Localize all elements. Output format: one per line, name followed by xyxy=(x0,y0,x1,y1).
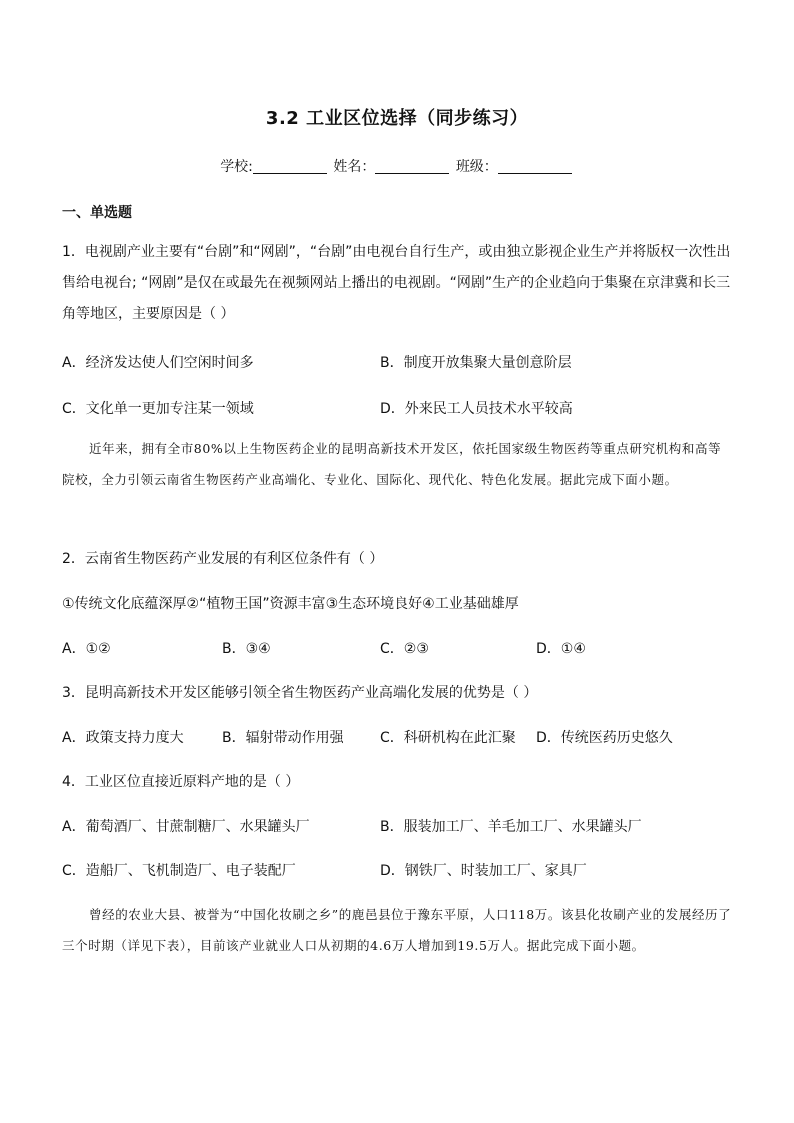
page-title: 3.2 工业区位选择（同步练习） xyxy=(265,108,529,129)
q4-option-a: A．葡萄酒厂、甘蔗制糖厂、水果罐头厂 xyxy=(62,819,310,835)
class-label: 班级： xyxy=(455,159,498,175)
q1-option-b: B．制度开放集聚大量创意阶层 xyxy=(380,355,572,371)
q1-option-d: D．外来民工人员技术水平较高 xyxy=(380,401,573,417)
passage-1: 近年来，拥有全市80%以上生物医药企业的昆明高新技术开发区，依托国家级生物医药等重点研究机构和高等院校，全力引领云南省生物医药产业高端化、专业化、国际化、现代化、特色化发展。据此完成下面小题。 xyxy=(62,441,722,487)
question-2-items: ①传统文化底蕴深厚②“植物王国”资源丰富③生态环境良好④工业基础雄厚 xyxy=(62,596,519,612)
q2-option-a: A．①② xyxy=(62,641,111,657)
q2-option-b: B．③④ xyxy=(222,641,271,657)
question-1-stem: 1．电视剧产业主要有“台剧”和“网剧”，“台剧”由电视台自行生产，或由独立影视企业生产并将版权一次性出售给电视台; “网剧”是仅在或最先在视频网站上播出的电视剧。“网剧”生产的企业趋向于集聚在京津冀和长三角等地区，主要原因是（ ） xyxy=(62,244,731,322)
q4-option-b: B．服装加工厂、羊毛加工厂、水果罐头厂 xyxy=(380,819,642,835)
question-3-stem: 3．昆明高新技术开发区能够引领全省生物医药产业高端化发展的优势是（ ） xyxy=(62,685,538,701)
q3-option-d: D．传统医药历史悠久 xyxy=(536,730,673,746)
class-blank xyxy=(498,159,572,174)
question-2-stem: 2．云南省生物医药产业发展的有利区位条件有（ ） xyxy=(62,551,384,567)
name-blank xyxy=(375,159,449,174)
student-info-line xyxy=(0,156,794,176)
school-blank xyxy=(253,159,327,174)
q3-option-b: B．辐射带动作用强 xyxy=(222,730,344,746)
question-4-stem: 4．工业区位直接近原料产地的是（ ） xyxy=(62,774,300,790)
passage-2: 曾经的农业大县、被誉为“中国化妆刷之乡”的鹿邑县位于豫东平原，人口118万。该县化妆刷产业的发展经历了三个时期（详见下表），目前该产业就业人口从初期的4.6万人增加到19.5万人。据此完成下面小题。 xyxy=(62,907,732,953)
q4-option-c: C．造船厂、飞机制造厂、电子装配厂 xyxy=(62,863,296,879)
q2-option-c: C．②③ xyxy=(380,641,429,657)
section-heading: 一、单选题 xyxy=(62,205,132,221)
school-label: 学校: xyxy=(220,159,253,175)
q3-option-a: A．政策支持力度大 xyxy=(62,730,184,746)
q3-option-c: C．科研机构在此汇聚 xyxy=(380,730,516,746)
q1-option-c: C．文化单一更加专注某一领域 xyxy=(62,401,254,417)
name-label: 姓名： xyxy=(333,159,376,175)
q2-option-d: D．①④ xyxy=(536,641,586,657)
q1-option-a: A．经济发达使人们空闲时间多 xyxy=(62,355,254,371)
q4-option-d: D．钢铁厂、时装加工厂、家具厂 xyxy=(380,863,587,879)
